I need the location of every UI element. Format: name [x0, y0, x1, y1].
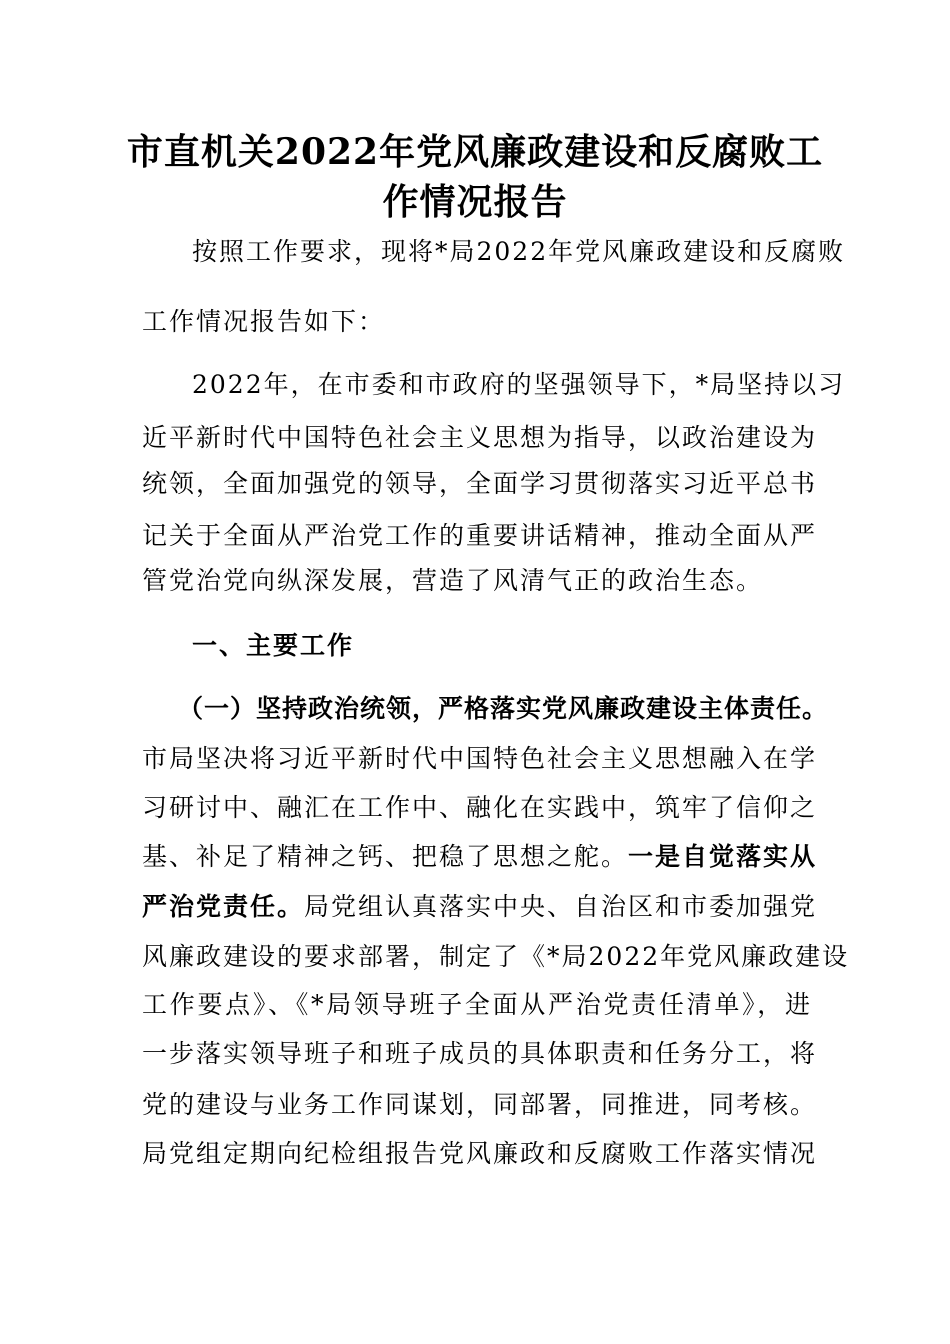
paragraph-line: 风廉政建设的要求部署，制定了《*局2022年党风廉政建设	[142, 942, 850, 971]
document-title-line-2: 作情况报告	[382, 181, 568, 223]
paragraph-line: 局党组定期向纪检组报告党风廉政和反腐败工作落实情况	[142, 1139, 818, 1168]
paragraph-line	[142, 885, 818, 929]
paragraph-line: 市局坚决将习近平新时代中国特色社会主义思想融入在学	[142, 744, 818, 773]
paragraph-text: 基、补足了精神之钙、把稳了思想之舵。	[142, 842, 629, 871]
paragraph-line: 近平新时代中国特色社会主义思想为指导，以政治建设为	[142, 423, 818, 452]
paragraph-line: 党的建设与业务工作同谋划，同部署，同推进，同考核。	[142, 1090, 818, 1119]
paragraph-line: 记关于全面从严治党工作的重要讲话精神，推动全面从严	[142, 521, 818, 550]
section-heading: 一、主要工作	[192, 631, 355, 660]
emphasis-text: 严治党责任。	[142, 892, 305, 921]
subsection-heading: （一）坚持政治统领，严格落实党风廉政建设主体责任。	[178, 694, 829, 723]
paragraph-line: 工作情况报告如下：	[142, 307, 386, 336]
document-title-line-1: 市直机关2022年党风廉政建设和反腐败工	[126, 131, 824, 173]
emphasis-text: 一是自觉落实从	[628, 842, 818, 871]
paragraph-line: 2022年，在市委和市政府的坚强领导下，*局坚持以习	[192, 370, 846, 399]
paragraph-line: 一步落实领导班子和班子成员的具体职责和任务分工，将	[142, 1039, 818, 1068]
paragraph-line: 统领，全面加强党的领导，全面学习贯彻落实习近平总书	[142, 469, 818, 498]
paragraph-line	[142, 835, 818, 879]
paragraph-line: 管党治党向纵深发展，营造了风清气正的政治生态。	[142, 566, 764, 595]
paragraph-line: 工作要点》、《*局领导班子全面从严治党责任清单》，进	[142, 990, 812, 1019]
paragraph-line: 习研讨中、融汇在工作中、融化在实践中，筑牢了信仰之	[142, 793, 818, 822]
paragraph-line: 按照工作要求，现将*局2022年党风廉政建设和反腐败	[192, 237, 846, 266]
paragraph-text: 局党组认真落实中央、自治区和市委加强党	[304, 892, 818, 921]
